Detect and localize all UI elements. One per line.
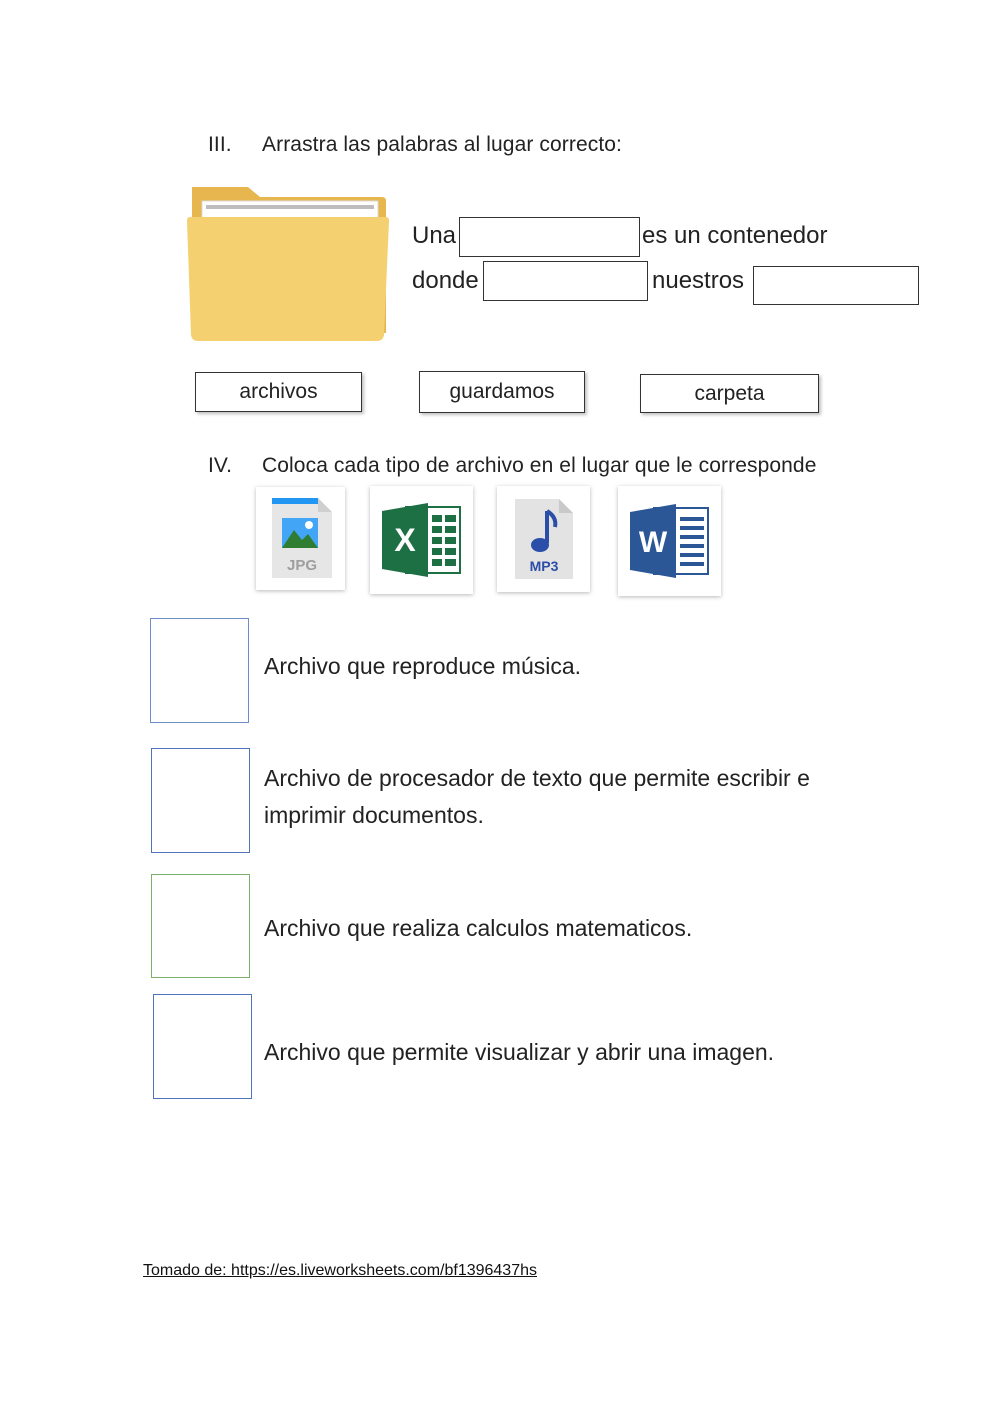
mp3-file-icon — [511, 497, 577, 581]
section-3-number: III. — [208, 133, 232, 156]
source-credit-link[interactable]: Tomado de: https://es.liveworksheets.com/bf1396437hs — [143, 1262, 537, 1279]
sentence-word-nuestros: nuestros — [652, 267, 745, 294]
description-musica: Archivo que reproduce música. — [264, 653, 582, 679]
word-chip-carpeta[interactable]: carpeta — [640, 374, 819, 413]
description-imagen: Archivo que permite visualizar y abrir una imagen. — [264, 1039, 775, 1065]
drop-blank-2[interactable] — [483, 261, 648, 301]
word-chip-archivos[interactable]: archivos — [195, 372, 362, 412]
description-calculos: Archivo que realiza calculos matematicos. — [264, 915, 693, 941]
file-tile-jpg[interactable] — [256, 487, 345, 590]
sentence-text-contenedor: es un contenedor — [642, 222, 828, 249]
drop-box-imagen[interactable] — [153, 994, 252, 1099]
drop-blank-1[interactable] — [459, 217, 640, 257]
section-4-instruction: Coloca cada tipo de archivo en el lugar que le corresponde — [262, 454, 817, 477]
section-4-number: IV. — [208, 454, 233, 477]
excel-icon — [380, 501, 464, 579]
drop-blank-3[interactable] — [753, 266, 919, 305]
file-tile-excel[interactable] — [370, 486, 473, 594]
sentence-word-donde: donde — [412, 267, 479, 294]
file-tile-mp3[interactable] — [497, 486, 590, 592]
section-3-heading — [208, 133, 622, 157]
drop-box-calculos[interactable] — [151, 874, 250, 978]
mp3-label: MP3 — [529, 558, 558, 574]
folder-icon — [186, 183, 390, 345]
jpg-file-icon — [266, 496, 336, 582]
drop-box-texto[interactable] — [151, 748, 250, 853]
word-chip-guardamos[interactable]: guardamos — [419, 371, 585, 413]
excel-label: X — [393, 522, 416, 558]
jpg-label: JPG — [286, 556, 317, 574]
word-label: W — [638, 526, 667, 559]
file-tile-word[interactable] — [618, 486, 721, 596]
drop-box-musica[interactable] — [150, 618, 249, 723]
section-3-instruction: Arrastra las palabras al lugar correcto: — [262, 133, 622, 156]
description-texto: Archivo de procesador de texto que permite escribir e imprimir documentos. — [264, 765, 810, 828]
section-4-heading — [208, 454, 817, 478]
sentence-word-una: Una — [412, 222, 457, 249]
word-icon — [628, 502, 712, 580]
